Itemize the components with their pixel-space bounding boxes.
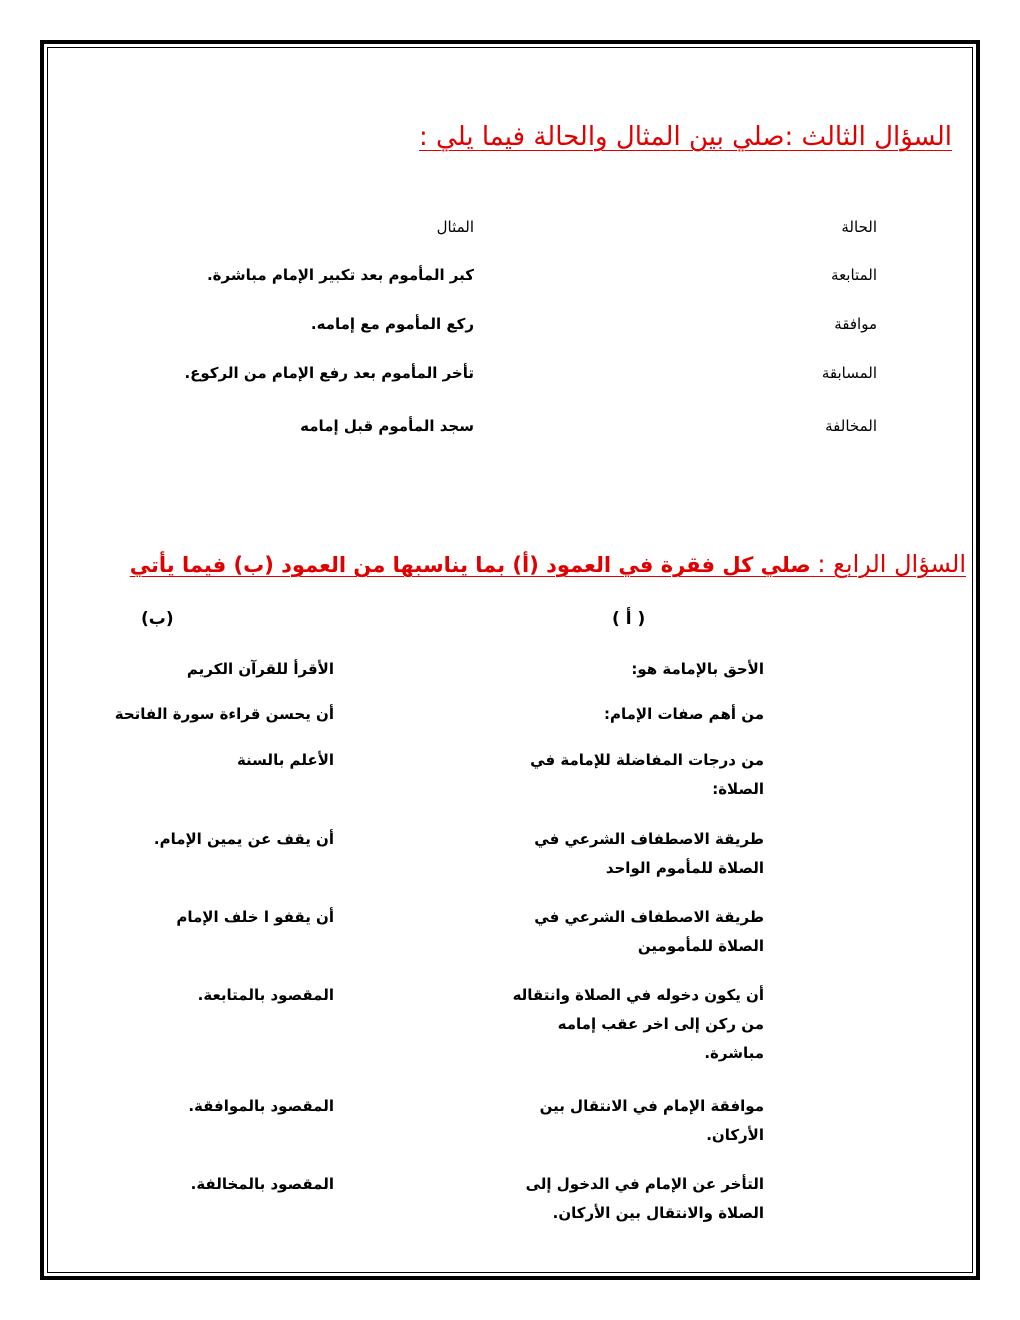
header-example: المثال: [436, 218, 474, 236]
question3-title: السؤال الثالث :صلي بين المثال والحالة فيما يلي :: [419, 122, 952, 152]
column-b-cell: أن يحسن قراءة سورة الفاتحة: [114, 705, 334, 723]
example-cell: سجد المأموم قبل إمامه: [300, 417, 474, 435]
state-cell: موافقة: [834, 315, 877, 333]
column-b-cell: المقصود بالمتابعة.: [197, 986, 334, 1004]
question4-title-rest: صلي كل فقرة في العمود (أ) بما يناسبها من العمود (ب) فيما يأتي: [129, 553, 811, 577]
column-a-cell: أن يكون دخوله في الصلاة وانتقاله من ركن إلى اخر عقب إمامه مباشرة.: [512, 986, 764, 1062]
question3-row: [0, 266, 1020, 296]
column-b-cell: الأعلم بالسنة: [236, 751, 334, 769]
column-b-cell: المقصود بالموافقة.: [188, 1097, 334, 1115]
column-b-cell: الأقرأ للقرآن الكريم: [186, 660, 334, 678]
question4-title: [130, 550, 966, 578]
column-a-cell: التأخر عن الإمام في الدخول إلى الصلاة والانتقال بين الأركان.: [525, 1175, 764, 1222]
column-b-cell: أن يقفو ا خلف الإمام: [176, 908, 334, 926]
header-state: الحالة: [841, 218, 877, 236]
question3-row: [0, 417, 1020, 447]
column-b-label: (ب): [141, 609, 174, 629]
question3-header-row: [0, 218, 1020, 248]
column-a-cell: من درجات المفاضلة للإمامة في الصلاة:: [530, 751, 764, 798]
column-a-cell: طريقة الاصطفاف الشرعي في الصلاة للمأمومين: [534, 908, 764, 955]
question3-row: [0, 364, 1020, 394]
state-cell: المخالفة: [825, 417, 877, 435]
column-a-cell: طريقة الاصطفاف الشرعي في الصلاة للمأموم الواحد: [534, 830, 764, 877]
example-cell: تأخر المأموم بعد رفع الإمام من الركوع.: [184, 364, 474, 382]
column-a-cell: الأحق بالإمامة هو:: [631, 660, 764, 678]
question4-title-lead: السؤال الرابع :: [817, 550, 966, 578]
question3-row: [0, 315, 1020, 345]
column-a-cell: موافقة الإمام في الانتقال بين الأركان.: [539, 1097, 764, 1144]
column-a-label: ( أ ): [612, 609, 646, 629]
column-b-cell: المقصود بالمخالفة.: [190, 1175, 334, 1193]
state-cell: المسابقة: [821, 364, 877, 382]
example-cell: ركع المأموم مع إمامه.: [310, 315, 474, 333]
column-b-cell: أن يقف عن يمين الإمام.: [153, 830, 334, 848]
example-cell: كبر المأموم بعد تكبير الإمام مباشرة.: [206, 266, 474, 284]
column-a-cell: من أهم صفات الإمام:: [604, 705, 764, 723]
state-cell: المتابعة: [831, 266, 877, 284]
